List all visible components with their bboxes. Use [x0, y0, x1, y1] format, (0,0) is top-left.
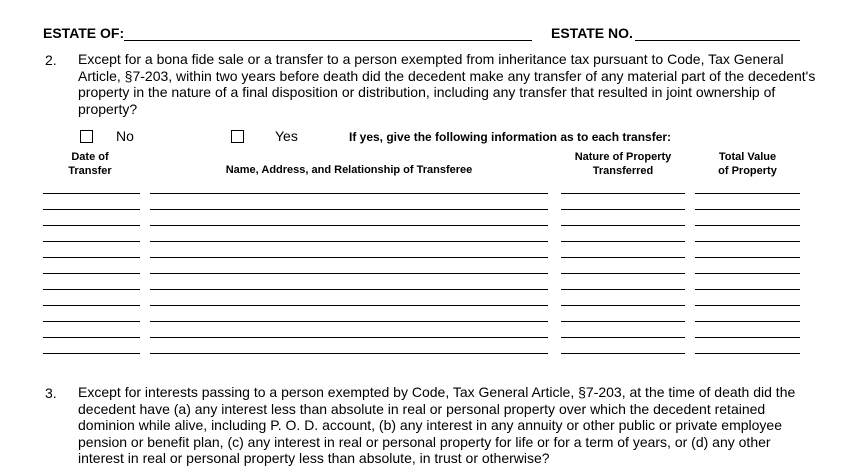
estate-of-label: ESTATE OF:	[43, 25, 125, 41]
if-yes-instruction: If yes, give the following information as to each transfer:	[349, 130, 672, 144]
date-field[interactable]	[43, 353, 140, 354]
column-header-nature-line: Nature of Property	[574, 151, 672, 163]
column-header-value	[695, 151, 800, 178]
date-field[interactable]	[43, 273, 140, 274]
value-field[interactable]	[695, 257, 800, 258]
value-field[interactable]	[695, 353, 800, 354]
value-field[interactable]	[695, 305, 800, 306]
transferee-field[interactable]	[150, 225, 548, 226]
date-field[interactable]	[43, 193, 140, 194]
column-header-value-line: Total Value	[718, 151, 777, 163]
transferee-field[interactable]	[150, 321, 548, 322]
nature-field[interactable]	[561, 241, 685, 242]
value-field[interactable]	[695, 337, 800, 338]
nature-field[interactable]	[561, 337, 685, 338]
transferee-field[interactable]	[150, 209, 548, 210]
date-field[interactable]	[43, 321, 140, 322]
question-2-line: Except for a bona fide sale or a transfer to a person exempted from inheritance tax pursuant to Code, Tax General	[78, 51, 784, 67]
question-2-line: Article, §7-203, within two years before death did the decedent make any transfer of any material part of the decedent's	[78, 67, 816, 84]
question-3-line: interest in real or personal property less than absolute, in trust or otherwise?	[78, 450, 550, 466]
nature-field[interactable]	[561, 353, 685, 354]
column-header-date	[40, 151, 140, 178]
yes-checkbox[interactable]	[231, 130, 244, 143]
transferee-field[interactable]	[150, 305, 548, 306]
transferee-field[interactable]	[150, 241, 548, 242]
transferee-field[interactable]	[150, 289, 548, 290]
transferee-field[interactable]	[150, 337, 548, 338]
column-header-date-line: Transfer	[68, 164, 112, 177]
nature-field[interactable]	[561, 257, 685, 258]
transferee-field[interactable]	[150, 257, 548, 258]
column-header-name: Name, Address, and Relationship of Transferee	[225, 164, 473, 176]
no-label: No	[116, 128, 134, 144]
question-3-text	[78, 384, 818, 467]
estate-no-label: ESTATE NO.	[551, 25, 633, 41]
no-checkbox[interactable]	[80, 130, 93, 143]
value-field[interactable]	[695, 209, 800, 210]
transferee-field[interactable]	[150, 353, 548, 354]
column-header-nature-line: Transferred	[592, 164, 654, 177]
nature-field[interactable]	[561, 321, 685, 322]
value-field[interactable]	[695, 289, 800, 290]
column-header-nature	[553, 151, 693, 178]
question-2-text	[78, 51, 818, 117]
nature-field[interactable]	[561, 209, 685, 210]
question-3-line: pension or benefit plan, (c) any interest in real or personal property for life or for a term of years, or (d) any other	[78, 433, 771, 450]
date-field[interactable]	[43, 289, 140, 290]
question-2-number: 2.	[45, 52, 57, 68]
column-header-value-line: of Property	[718, 164, 777, 177]
question-2-line: property?	[78, 100, 138, 117]
nature-field[interactable]	[561, 273, 685, 274]
date-field[interactable]	[43, 305, 140, 306]
date-field[interactable]	[43, 225, 140, 226]
transferee-field[interactable]	[150, 273, 548, 274]
column-header-date-line: Date of	[71, 151, 109, 163]
estate-of-field[interactable]	[124, 24, 532, 41]
question-3-line: Except for interests passing to a person exempted by Code, Tax General Article, §7-203, at the time of death did the	[78, 384, 796, 400]
value-field[interactable]	[695, 321, 800, 322]
date-field[interactable]	[43, 257, 140, 258]
question-3-line: decedent have (a) any interest less than absolute in real or personal property over which the decedent retained	[78, 400, 766, 417]
transferee-field[interactable]	[150, 193, 548, 194]
question-2-line: property in the nature of a final disposition or distribution, including any transfer that resulted in joint ownership of	[78, 84, 776, 100]
yes-label: Yes	[275, 128, 298, 144]
date-field[interactable]	[43, 209, 140, 210]
value-field[interactable]	[695, 225, 800, 226]
date-field[interactable]	[43, 241, 140, 242]
estate-no-field[interactable]	[635, 24, 800, 41]
question-3-number: 3.	[45, 385, 57, 401]
value-field[interactable]	[695, 273, 800, 274]
nature-field[interactable]	[561, 289, 685, 290]
value-field[interactable]	[695, 241, 800, 242]
nature-field[interactable]	[561, 305, 685, 306]
value-field[interactable]	[695, 193, 800, 194]
date-field[interactable]	[43, 337, 140, 338]
nature-field[interactable]	[561, 193, 685, 194]
question-3-line: dominion while alive, including P. O. D. account, (b) any interest in any annuity or other public or private employee	[78, 417, 783, 433]
nature-field[interactable]	[561, 225, 685, 226]
